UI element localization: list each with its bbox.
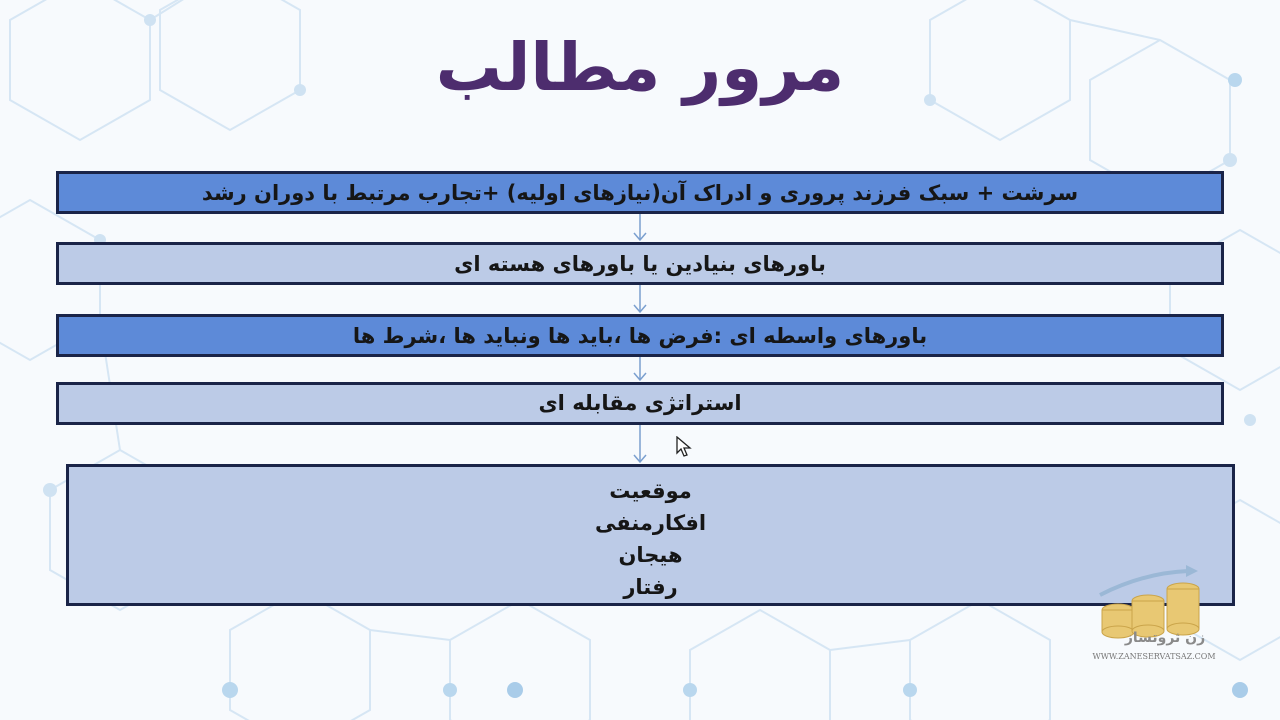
flow-box-core-beliefs: [56, 242, 1224, 285]
slide-title: مرور مطالب: [435, 29, 845, 106]
flow-box-intermediate-beliefs: [56, 314, 1224, 357]
chain-line-negative-thoughts: افکارمنفی: [594, 511, 707, 535]
chain-line-behavior: رفتار: [623, 575, 678, 599]
chain-line-situation: موقعیت: [609, 479, 692, 503]
brand-logo-text: زن ثروتساز: [1124, 630, 1206, 646]
flow-box-temperament: [56, 171, 1224, 214]
flow-box-text: استراتژی مقابله ای: [538, 391, 742, 415]
flow-box-situation-chain: [66, 464, 1235, 606]
flow-box-text: سرشت + سبک فرزند پروری و ادراک آن(نیازهای اولیه) +تجارب مرتبط با دوران رشد: [201, 180, 1079, 205]
brand-url: WWW.ZANESERVATSAZ.COM: [1092, 652, 1216, 661]
chain-line-emotion: هیجان: [618, 543, 683, 567]
flow-box-text: باورهای واسطه ای :فرض ها ،باید ها ونباید ها ،شرط ها: [352, 323, 928, 348]
flow-box-coping-strategy: [56, 382, 1224, 425]
mouse-cursor-icon: [676, 436, 694, 458]
flow-box-text: باورهای بنیادین یا باورهای هسته ای: [454, 251, 826, 276]
